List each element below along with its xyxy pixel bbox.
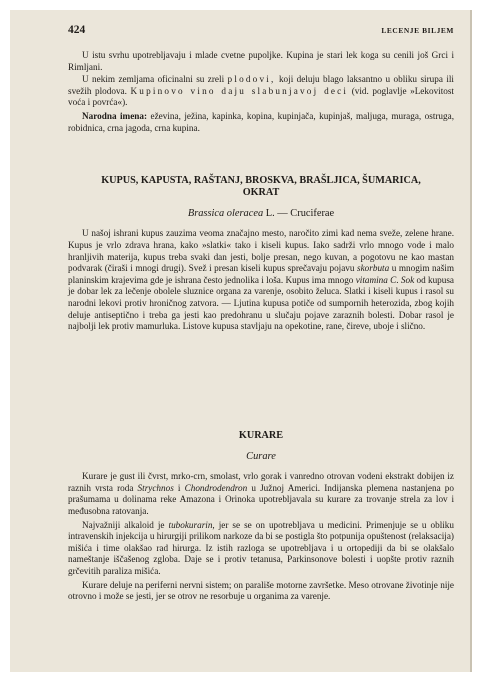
paragraph: Narodna imena: eževina, ježina, kapinka, kopina, kupinjača, kupinjaš, maljuga, muraga, ostruga, robidnica, crna jagoda, crna kupina. — [68, 110, 454, 133]
spaced-term: Kupinovo vino daju slabunjavoj deci — [130, 85, 349, 96]
page-number: 424 — [68, 24, 86, 36]
page-header — [68, 24, 454, 38]
book-page — [10, 10, 472, 672]
paragraph: U našoj ishrani kupus zauzima veoma značajno mesto, naročito zimi kad nema sveže, zelene hrane. Kupus je vrlo zdrava hrana, kako »slatki« tako i kiseli kupus. Iako sadrži vrlo mnogo vode i malo hranljivih materija, kupus treba svaki dan jesti, bolje presan, nego kuvan, a pogotovu ne kao mastan podvarak (čiraši i mnogi drugi). Svež i presan kiseli kupus sprečavaju pojavu skorbuta u mnogim našim planinskim krajevima gde je ishrana često jednolika i loša. Kupus ima mnogo vitamina C. Sok od kupusa je dobar lek za lečenje obolele sluznice organa za varenje, osobito želuca. Slatki i kiseli kupus i rasol su narodni lekovi protiv hroničnog zatvora. — Ljutina kupusa potiče od sumpornih heterozida, zbog kojih deluje antiseptično i treba ga jesti kao predohranu u slučaju pojave zaraznih bolesti. Dobar rasol je najbolji lek protiv mamurluka. Listove kupusa stavljaju na opekotine, rane, čireve, uboje i slično. — [68, 228, 455, 332]
paragraph: Kurare je gust ili čvrst, mrko-crn, smolast, vrlo gorak i vanredno otrovan vodeni ekstrakt dobijen iz raznih vrsta roda Strychnos i Chondrodendron u Južnoj Americi. Indijanska plemena nastanjena po prašumama u dolinama reke Amazona i Orinoka upotrebljavala su kurare za trovanje strela za lov i međusobna ratovanja. — [68, 471, 454, 516]
paragraph: Kurare deluje na periferni nervni sistem; on parališe motorne završetke. Meso otrovane životinje nije otrovno i može se jesti, jer se otrov ne resorbuje u organima za varenje. — [68, 579, 454, 602]
spaced-term: plodovi, — [227, 74, 276, 85]
section-title: KURARE — [238, 430, 284, 441]
paragraph: U istu svrhu upotrebljavaju i mlade cvetne pupoljke. Kupina je stari lek koga su cenili još Grci i Rimljani. — [68, 50, 454, 72]
paragraph: U nekim zemljama oficinalni su zreli plodovi, koji deluju blago laksantno u obliku sirupa ili svežih plodova. Kupinovo vino daju slabunjavoj deci (vid. poglavlje »Lekovitost voća i povrća«). — [68, 74, 454, 108]
botanical-name: Brassica oleracea L. — Cruciferae — [187, 208, 335, 220]
kupina-continuation — [68, 50, 454, 134]
running-title: LECENJE BILJEM — [381, 26, 454, 35]
kupus-section — [68, 175, 454, 333]
section-subtitle: Curare — [246, 451, 276, 463]
paragraph: Najvažniji alkaloid je tubokurarin, jer se se on upotrebljava u medicini. Primenjuje se u obliku intravenskih injekcija u hirurgiji prilikom narkoze da bi se postigla što potpunija opuštenost (relaksacija) mišića i time olakšao rad hirurga. Iz istih razloga se upotrebljava i u ortopediji da bi se olakšalo nameštanje iščašenog zgloba. Daje se i protiv tetanusa, Parkinsonove bolesti i uopšte protiv raznih grčevitih paraliza mišića. — [68, 519, 454, 576]
kurare-section — [68, 430, 454, 603]
section-title: KUPUS, KAPUSTA, RAŠTANJ, BROSKVA, BRAŠLJICA, ŠUMARICA, OKRAT — [101, 175, 421, 199]
folk-names-label: Narodna imena: — [82, 110, 148, 121]
